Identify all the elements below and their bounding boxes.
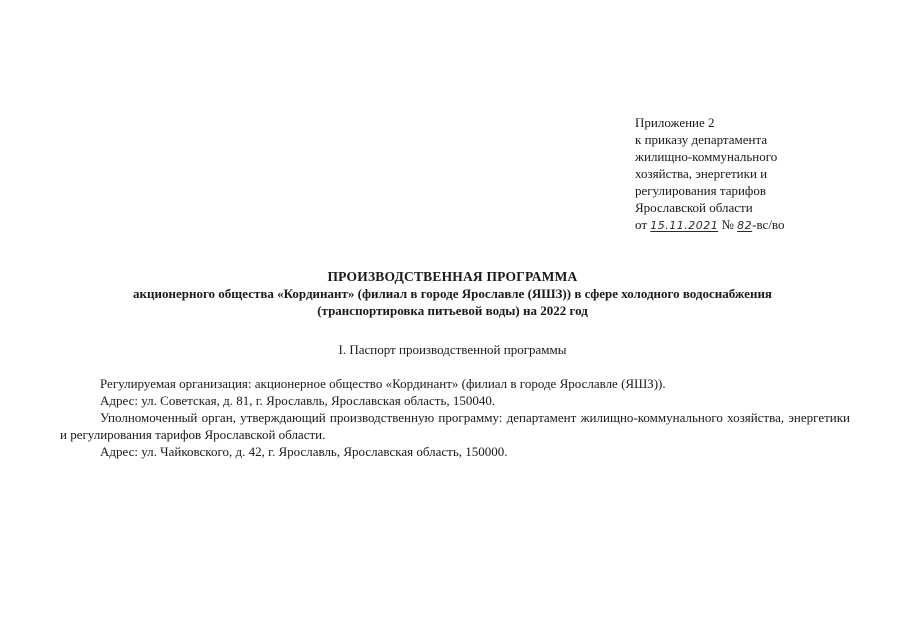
paragraph-authority-address: Адрес: ул. Чайковского, д. 42, г. Ярославль, Ярославская область, 150000. bbox=[100, 444, 508, 459]
section-heading: I. Паспорт производственной программы bbox=[338, 342, 567, 357]
date-prefix: от bbox=[635, 217, 648, 232]
program-title-main: ПРОИЗВОДСТВЕННАЯ ПРОГРАММА bbox=[327, 269, 578, 284]
passport-body bbox=[60, 375, 850, 460]
number-sign: № bbox=[721, 217, 734, 232]
appendix-line: Приложение 2 bbox=[635, 115, 715, 130]
paragraph-authority: Уполномоченный орган, утверждающий производственную программу: департамент жилищно-коммунального хозяйства, энергетики и регулирования тарифов Ярославской области. bbox=[60, 410, 850, 442]
appendix-line: к приказу департамента bbox=[635, 132, 768, 147]
program-subtitle-line: (транспортировка питьевой воды) на 2022 год bbox=[317, 303, 588, 318]
appendix-line: Ярославской области bbox=[635, 200, 753, 215]
number-suffix: -вс/во bbox=[752, 217, 785, 232]
order-date: 15.11.2021 bbox=[650, 219, 719, 232]
program-subtitle-line: акционерного общества «Кординант» (филиал в городе Ярославле (ЯШЗ)) в сфере холодного водоснабжения bbox=[133, 286, 772, 301]
appendix-line: хозяйства, энергетики и bbox=[635, 166, 768, 181]
order-number: 82 bbox=[737, 219, 753, 232]
paragraph-organization: Регулируемая организация: акционерное общество «Кординант» (филиал в городе Ярославле (ЯШЗ)). bbox=[100, 376, 666, 391]
program-title bbox=[0, 268, 905, 319]
appendix-line: регулирования тарифов bbox=[635, 183, 766, 198]
appendix-note bbox=[635, 114, 895, 234]
appendix-line: жилищно-коммунального bbox=[635, 149, 778, 164]
order-date-number-line bbox=[635, 216, 895, 234]
paragraph-organization-address: Адрес: ул. Советская, д. 81, г. Ярославль, Ярославская область, 150040. bbox=[100, 393, 496, 408]
